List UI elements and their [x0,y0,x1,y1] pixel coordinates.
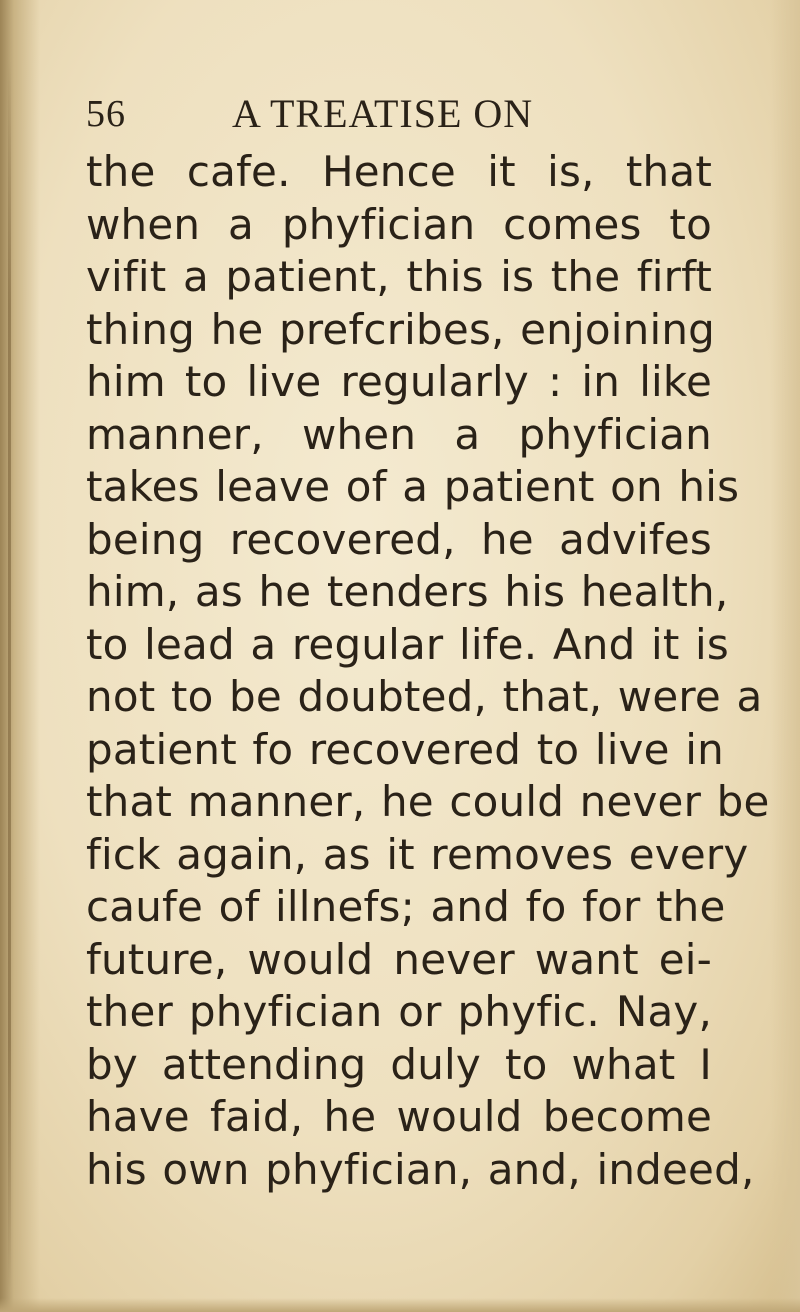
text-line: not to be doubted, that, were a [86,672,763,721]
text-line: vifit a patient, this is the firft [86,252,712,301]
text-line: caufe of illnefs; and fo for the [86,882,726,931]
text-line: him, as he tenders his health, [86,567,729,616]
page-number: 56 [86,93,126,135]
binding-crease [8,60,11,1290]
page-header [86,88,726,140]
text-line: thing he prefcribes, enjoining [86,304,715,354]
page-right-edge [770,0,800,1312]
text-line: being recovered, he advifes [86,514,712,564]
text-line: his own phyfician, and, indeed, [86,1144,755,1194]
page-bottom-edge [0,1298,800,1312]
text-line: takes leave of a patient on his [86,462,740,511]
text-line: patient fo recovered to live in [86,724,724,774]
text-line: ther phyfician or phyfic. Nay, [86,987,712,1036]
text-line: future, would never want ei- [86,934,712,984]
text-line: have faid, he would become [86,1092,712,1141]
text-line: when a phyfician comes to [86,199,712,249]
text-line: fick again, as it removes every [86,829,749,879]
running-title: A TREATISE ON [232,91,534,136]
text-line: that manner, he could never be [86,777,770,826]
body-text [86,146,770,1196]
text-line: to lead a regular life. And it is [86,619,730,669]
text-line: the cafe. Hence it is, that [86,147,712,196]
text-line: by attending duly to what I [86,1039,712,1089]
text-line: him to live regularly : in like [86,357,712,406]
binding-gutter [0,0,40,1312]
text-line: manner, when a phyfician [86,409,712,459]
